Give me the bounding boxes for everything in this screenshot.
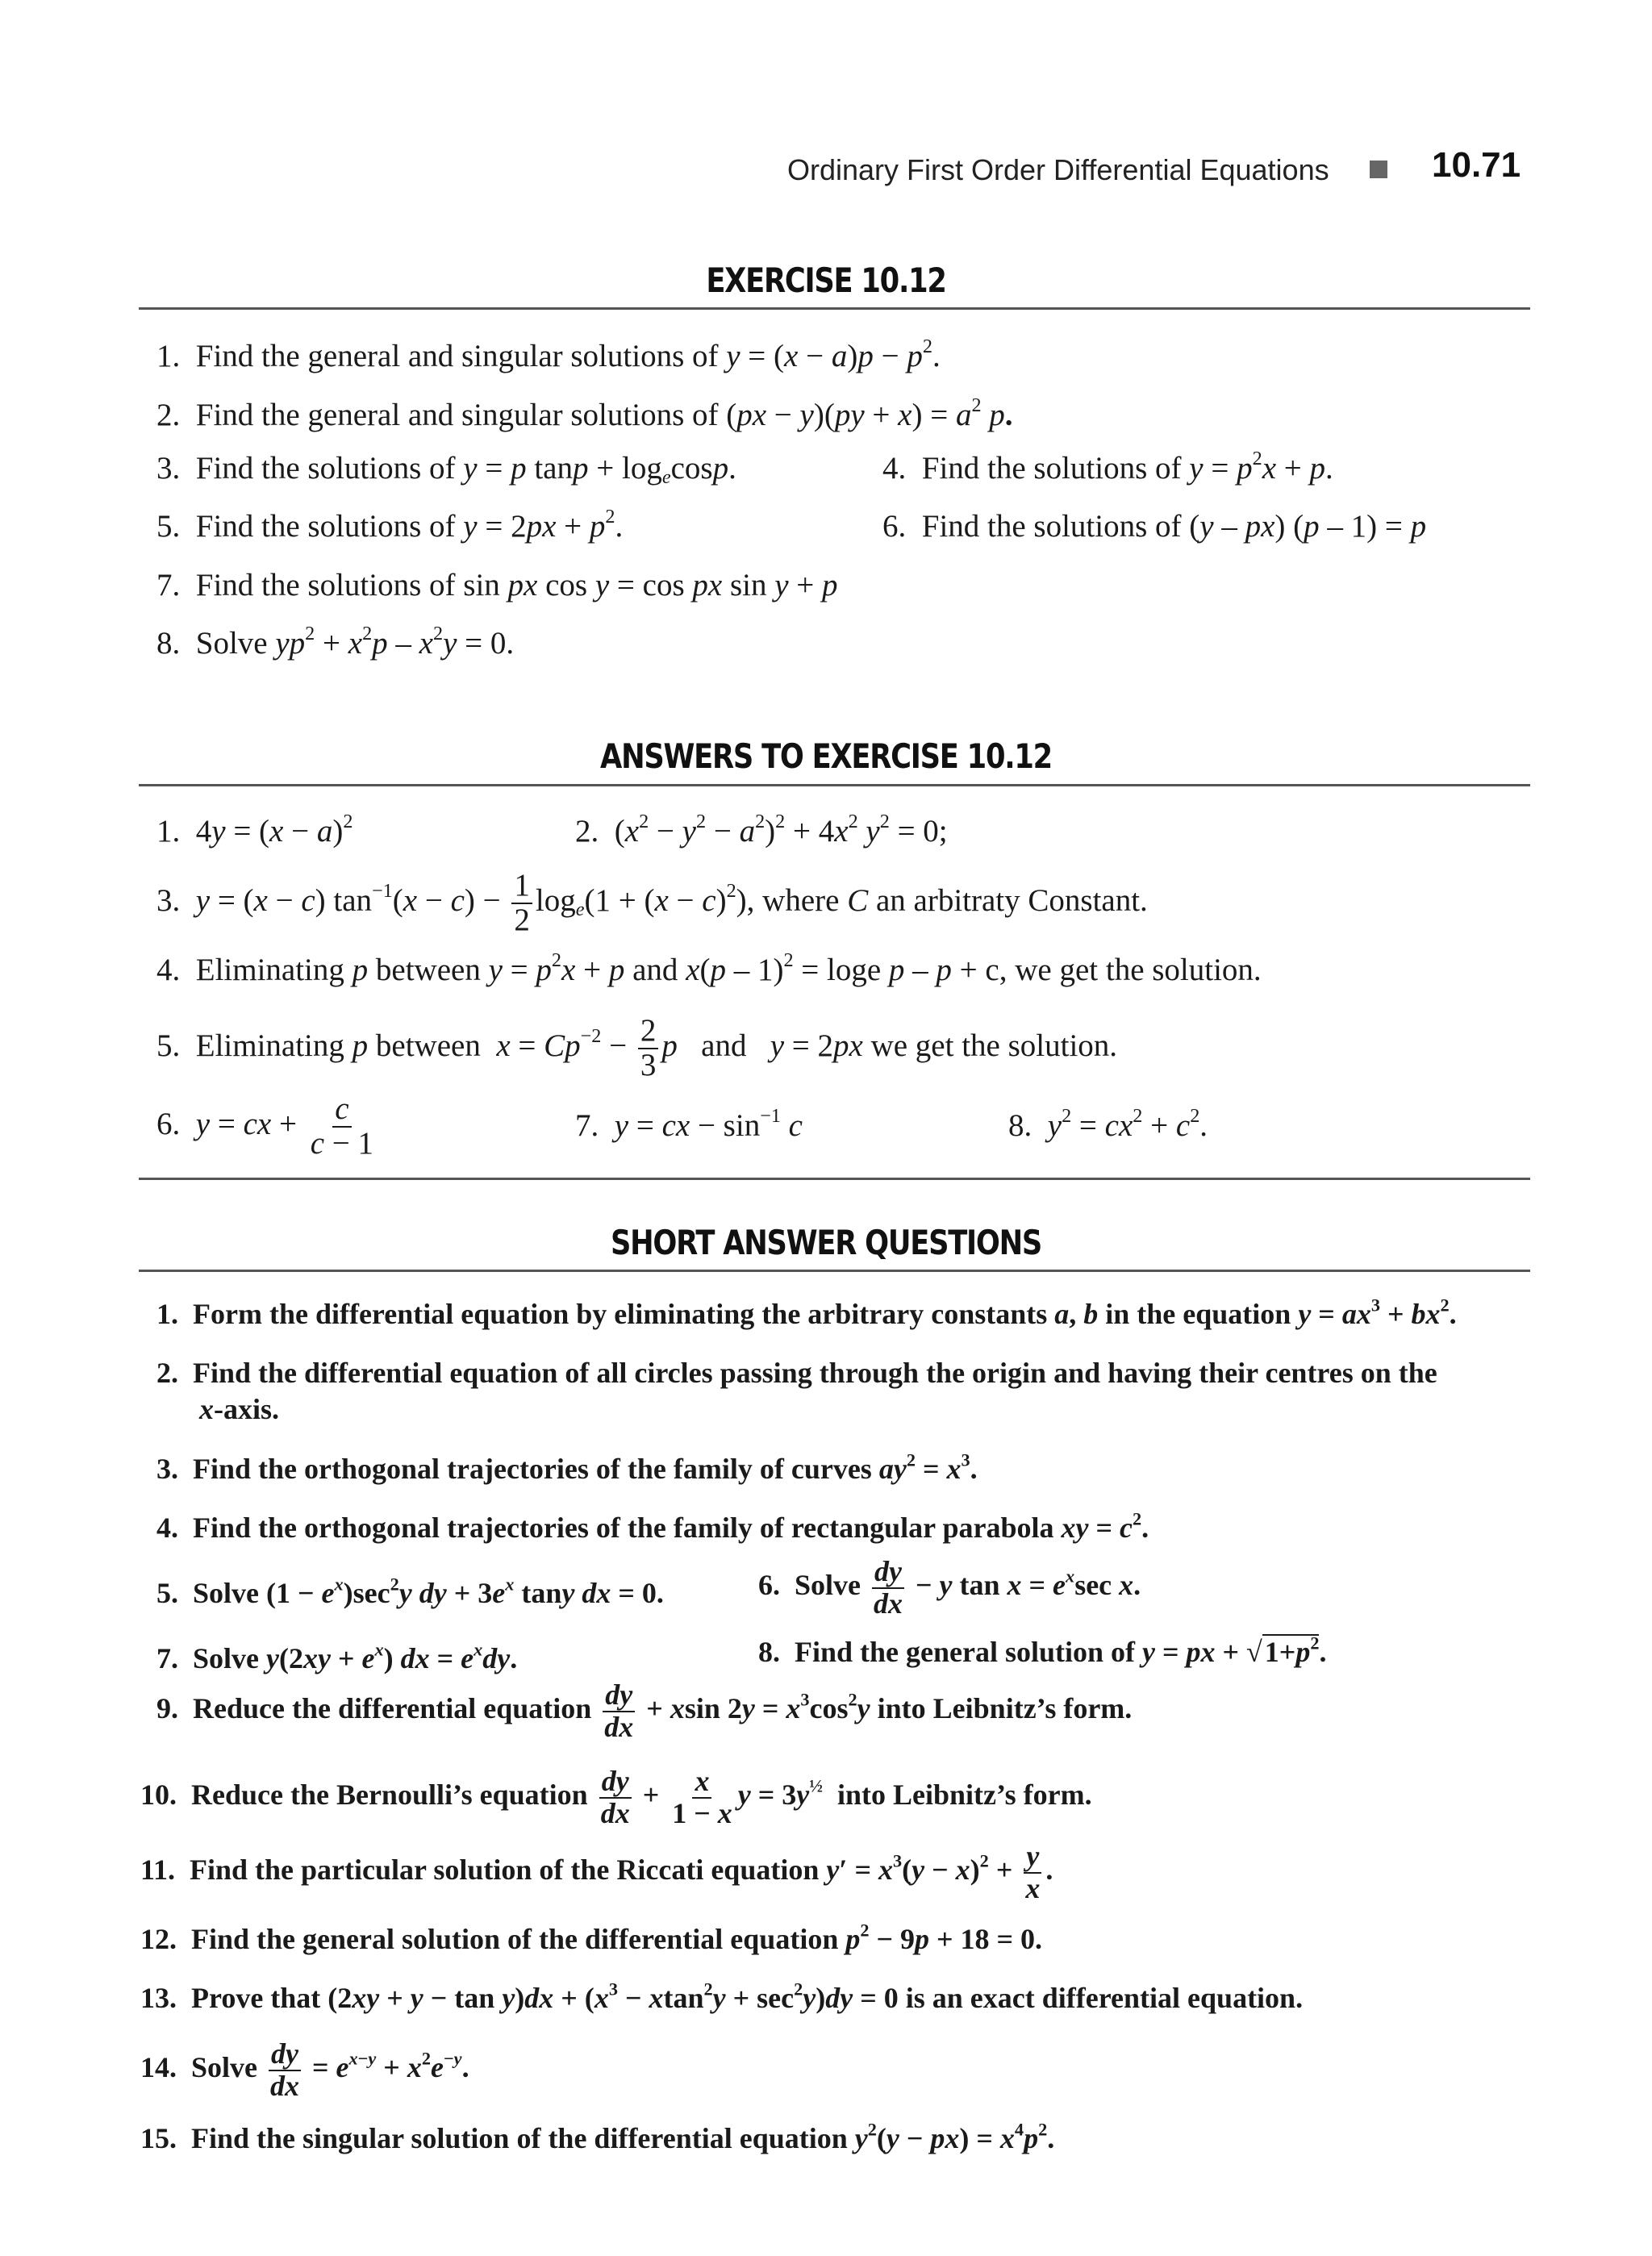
short-question-13: 13. Prove that $(2xy + y - \tan y)dx + (x^3 - xtan^2y + \sec^2y)dy = 0$ is an exact differential equation. bbox=[140, 1979, 1304, 2014]
exercise-item-3: 3. Find the solutions of y = p $\tan p + \log_e\cos p$. bbox=[156, 451, 736, 489]
header-square-icon bbox=[1370, 161, 1387, 178]
divider bbox=[139, 1270, 1530, 1272]
short-question-10: 10. Reduce the Bernoulli’s equation $\frac{dy}{dx}$ + $\frac{x}{1 - x}$ $y = 3y^{\frac{1}{2}}$ into Leibnitz’s form. bbox=[140, 1765, 1092, 1829]
short-question-1: 1. Form the differential equation by eliminating the arbitrary constants a, b in the equation $y = ax^3 + bx^2$. bbox=[156, 1295, 1457, 1330]
answer-6: 6. y = cx + $\frac{c}{c - 1}$ bbox=[156, 1091, 373, 1161]
exercise-item-2: 2. Find the general and singular solutions of $(px - y)(py + x) = a^2$ p. bbox=[156, 394, 1013, 432]
answer-7: 7. y = cx − $\sin^{-1} c$ bbox=[575, 1105, 803, 1143]
short-question-11: 11. Find the particular solution of the Riccati equation $y' = x^3(y - x)^2$ + $\frac{y}{x}$ . bbox=[140, 1840, 1053, 1904]
running-title: Ordinary First Order Differential Equations bbox=[787, 153, 1329, 186]
divider bbox=[139, 784, 1530, 786]
short-question-12: 12. Find the general solution of the differential equation $p^2 - 9p + 18 = 0$. bbox=[140, 1920, 1043, 1955]
answer-8: 8. $y^2 = cx^2 + c^2$. bbox=[1008, 1105, 1208, 1143]
answer-2: 2. $(x^2 - y^2 - a^2)^2 + 4x^2$ $y^2 = 0$; bbox=[575, 811, 948, 849]
short-question-15: 15. Find the singular solution of the differential equation $y^2(y - px) = x^4p^2$. bbox=[140, 2119, 1055, 2154]
divider bbox=[139, 1178, 1530, 1180]
short-question-2: 2. Find the differential equation of all circles passing through the origin and having their centres on the bbox=[156, 1357, 1437, 1389]
short-question-4: 4. Find the orthogonal trajectories of the family of rectangular parabola xy = $c^2$. bbox=[156, 1508, 1149, 1544]
short-answer-title: SHORT ANSWER QUESTIONS bbox=[610, 1223, 1042, 1262]
short-question-6: 6. Solve $\frac{dy}{dx}$ − y $\tan x = e^x\sec$ x. bbox=[758, 1555, 1141, 1620]
page-number: 10.71 bbox=[1432, 145, 1521, 185]
exercise-item-8: 8. Solve $yp^2 + x^2p - x^2y = 0$. bbox=[156, 623, 515, 661]
exercise-item-5: 5. Find the solutions of $y = 2px + p^2$. bbox=[156, 506, 624, 544]
short-question-3: 3. Find the orthogonal trajectories of the family of curves $ay^2 = x^3$. bbox=[156, 1449, 978, 1485]
short-question-2-cont: x-axis. bbox=[199, 1393, 279, 1425]
short-question-5: 5. Solve $(1 - e^x)\sec^2y$ dy + $3e^x$ tany dx = 0. bbox=[156, 1574, 664, 1609]
answer-1: 1. $4y = (x - a)^2$ bbox=[156, 811, 353, 849]
answer-5: 5. Eliminating p between $x = Cp^{-2}$ − $\frac{2}{3}$ p and y = 2px we get the solution. bbox=[156, 1013, 1118, 1082]
answers-title: ANSWERS TO EXERCISE 10.12 bbox=[600, 736, 1052, 776]
short-question-14: 14. Solve $\frac{dy}{dx}$ = $e^{x-y} + x^2e^{-y}$. bbox=[140, 2037, 469, 2102]
divider bbox=[139, 307, 1530, 310]
short-question-7: 7. Solve $y(2xy + e^x)$ dx = $e^xdy$. bbox=[156, 1639, 518, 1674]
exercise-item-1: 1. Find the general and singular solutions of $y = (x - a)p - p^2$. bbox=[156, 336, 941, 373]
exercise-item-6: 6. Find the solutions of (y – px) (p – 1) = p bbox=[882, 509, 1427, 544]
exercise-item-4: 4. Find the solutions of $y = p^2x + p$. bbox=[882, 448, 1333, 486]
exercise-item-7: 7. Find the solutions of sin px cos y = cos px sin y + p bbox=[156, 568, 838, 603]
short-question-8: 8. Find the general solution of y = px + $√1+p^2$. bbox=[758, 1633, 1327, 1668]
answer-3: 3. y = (x − c) $\tan^{-1}(x - c)$ − $\frac{1}{2}$ $\log_e(1 + (x - c)^2)$, where C an arbitraty Constant. bbox=[156, 868, 1148, 937]
exercise-title: EXERCISE 10.12 bbox=[706, 261, 946, 300]
answer-4: 4. Eliminating p between $y = p^2x + p$ and x(p – 1)$^2$ = loge p – p + c, we get the solution. bbox=[156, 949, 1262, 987]
short-question-9: 9. Reduce the differential equation $\frac{dy}{dx}$ + xsin $2y = x^3\cos^2y$ into Leibnitz’s form. bbox=[156, 1678, 1133, 1743]
